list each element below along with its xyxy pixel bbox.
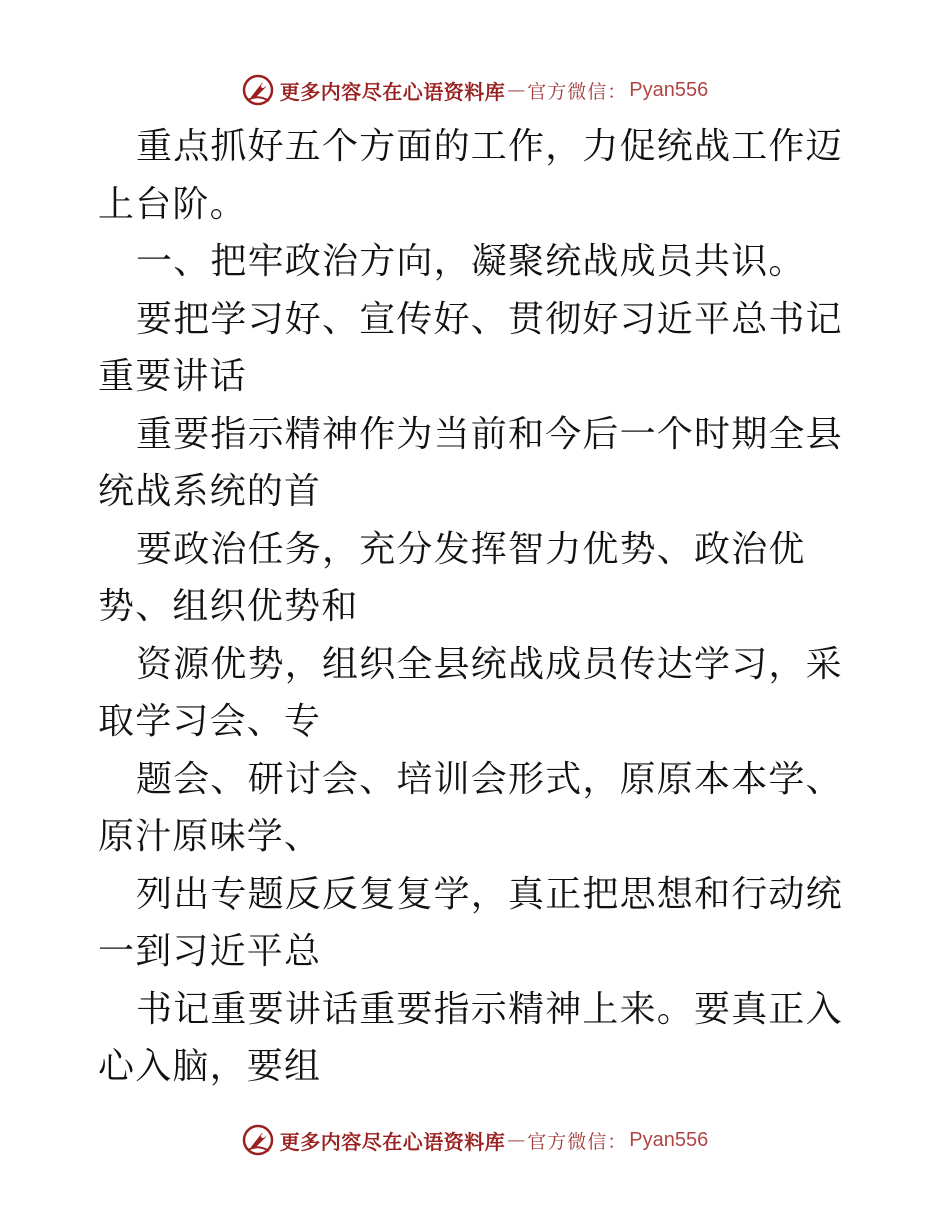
- header-watermark: [0, 70, 950, 110]
- watermark-brand: 更多内容尽在心语资料库: [279, 79, 506, 104]
- watermark-brand: 更多内容尽在心语资料库: [279, 1129, 506, 1154]
- pen-nib-logo-icon: [242, 1124, 274, 1156]
- paragraph: 要把学习好、宣传好、贯彻好习近平总书记重要讲话: [98, 298, 843, 397]
- paragraph: 重要指示精神作为当前和今后一个时期全县统战系统的首: [98, 413, 843, 512]
- paragraph: 重点抓好五个方面的工作，力促统战工作迈上台阶。: [98, 126, 843, 225]
- footer-watermark: [0, 1120, 950, 1160]
- paragraph: 列出专题反反复复学，真正把思想和行动统一到习近平总: [98, 873, 843, 972]
- pen-nib-logo-icon: [242, 74, 274, 106]
- paragraph: 书记重要讲话重要指示精神上来。要真正入心入脑，要组: [98, 988, 843, 1087]
- watermark-separator: —: [507, 79, 526, 101]
- watermark-separator: —: [507, 1129, 526, 1151]
- watermark-wechat-id: Pyan556: [629, 78, 709, 101]
- section-heading: 一、把牢政治方向，凝聚统战成员共识。: [136, 241, 806, 282]
- paragraph: 题会、研讨会、培训会形式，原原本本学、原汁原味学、: [98, 758, 843, 857]
- watermark-label: 官方微信：: [527, 80, 628, 103]
- paragraph: 要政治任务，充分发挥智力优势、政治优势、组织优势和: [98, 528, 806, 627]
- paragraph: 资源优势，组织全县统战成员传达学习，采取学习会、专: [98, 643, 843, 742]
- document-body: [98, 118, 858, 1096]
- watermark-wechat-id: Pyan556: [629, 1128, 709, 1151]
- watermark-label: 官方微信：: [527, 1130, 628, 1153]
